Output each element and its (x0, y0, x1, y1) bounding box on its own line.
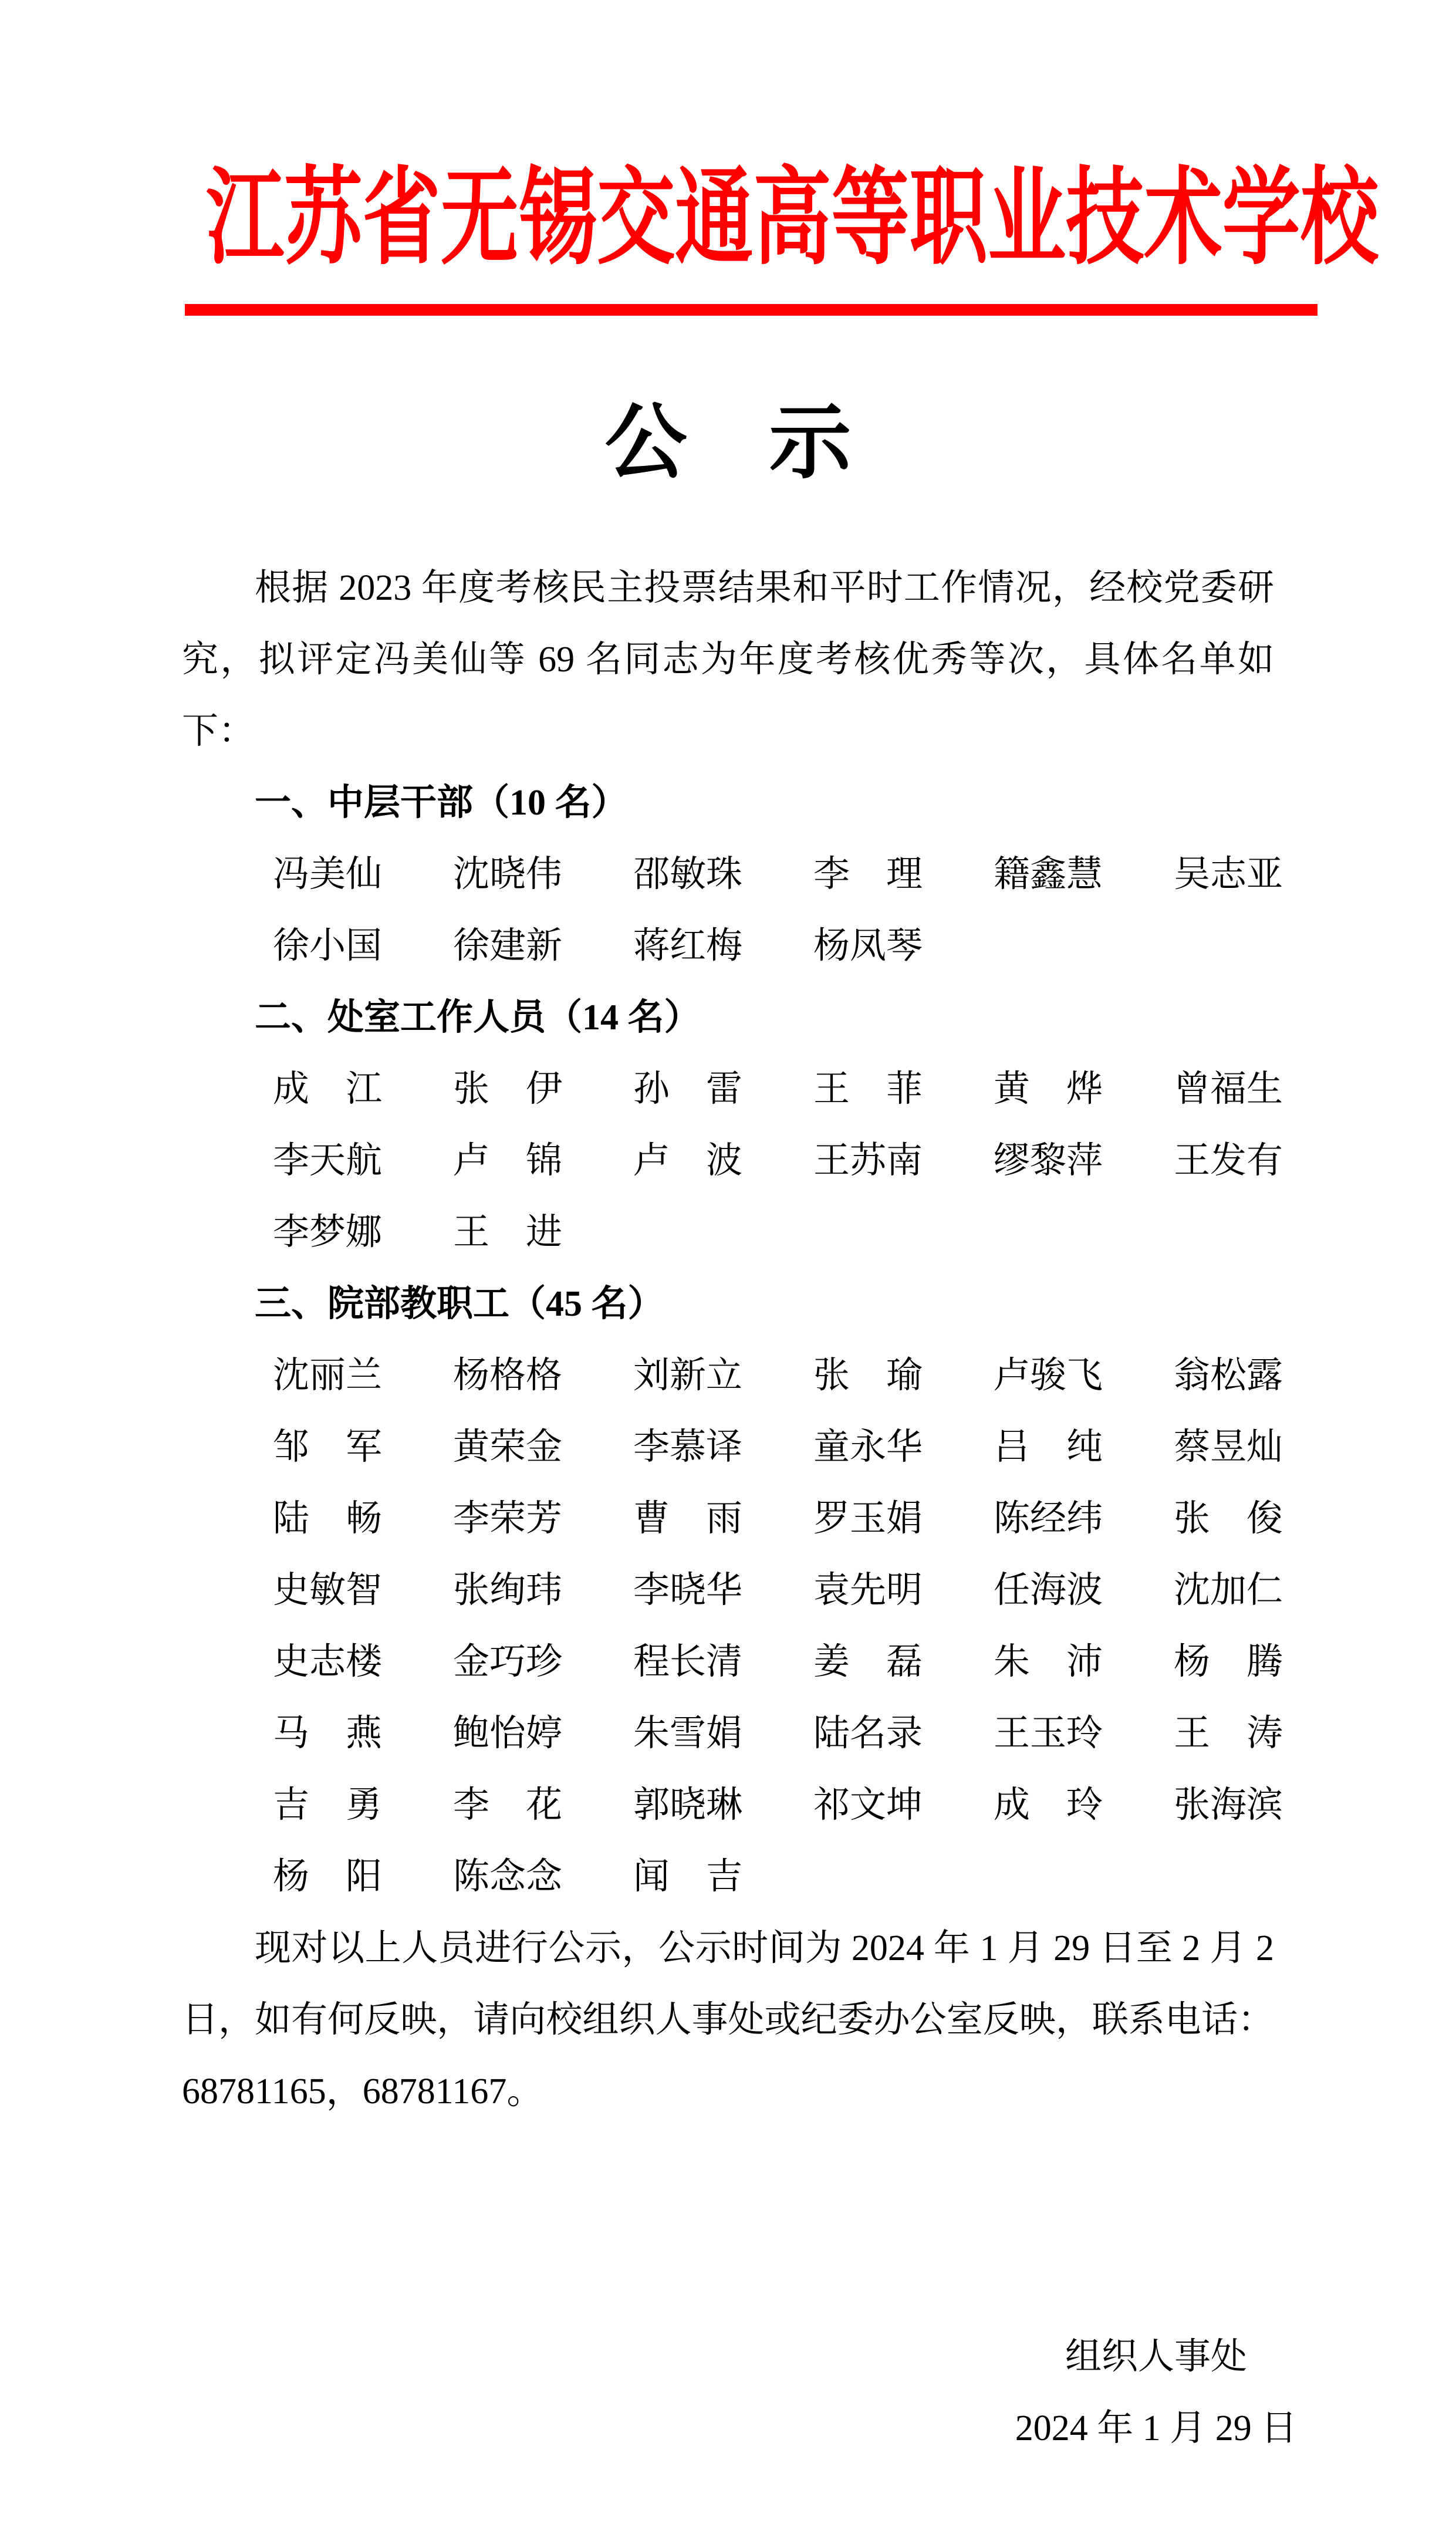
name-row (182, 1125, 1283, 1197)
person-name: 王 菲 (813, 1069, 923, 1109)
person-name: 童永华 (813, 1427, 923, 1467)
person-name: 吕 纯 (994, 1427, 1103, 1467)
person-name: 马 燕 (273, 1714, 383, 1753)
person-name: 郭晓琳 (633, 1785, 743, 1825)
footer-department: 组织人事处 (1065, 2337, 1247, 2377)
section-middle-level-cadres (182, 767, 1283, 982)
name-row (182, 1411, 1283, 1483)
intro-paragraph: 根据 2023 年度考核民主投票结果和平时工作情况，经校党委研究，拟评定冯美仙等 69 名同志为年度考核优秀等次，具体名单如下： (182, 568, 1274, 751)
person-name: 罗玉娟 (813, 1499, 923, 1539)
person-name: 黄荣金 (453, 1427, 563, 1467)
person-name: 张 瑜 (813, 1356, 923, 1396)
person-name: 沈晓伟 (453, 854, 563, 894)
person-name: 金巧珍 (453, 1642, 563, 1682)
person-name: 闻 吉 (633, 1857, 743, 1897)
person-name: 邵敏珠 (633, 854, 743, 894)
person-name: 卢骏飞 (994, 1356, 1103, 1396)
person-name: 王 进 (453, 1212, 563, 1252)
person-name: 冯美仙 (273, 854, 383, 894)
person-name: 史志楼 (273, 1642, 383, 1682)
name-row (182, 1841, 1274, 1913)
person-name: 王玉玲 (994, 1714, 1103, 1753)
section-heading: 一、中层干部（10 名） (255, 783, 628, 823)
person-name: 李晓华 (633, 1570, 743, 1610)
person-name: 徐小国 (273, 926, 383, 966)
person-name: 卢 锦 (453, 1141, 563, 1181)
person-name: 陈念念 (453, 1857, 563, 1897)
person-name: 孙 雷 (633, 1069, 743, 1109)
name-row (182, 1555, 1283, 1626)
person-name: 吉 勇 (273, 1785, 383, 1825)
person-name: 邹 军 (273, 1427, 383, 1467)
name-row (182, 1698, 1283, 1769)
person-name: 张 俊 (1174, 1499, 1283, 1539)
person-name: 沈丽兰 (273, 1356, 383, 1396)
signature-block (992, 2321, 1320, 2464)
section-office-staff (182, 982, 1283, 1268)
section-faculty-staff (182, 1268, 1283, 1913)
school-masthead-text: 江苏省无锡交通高等职业技术学校 (206, 160, 1379, 277)
person-name: 翁松露 (1174, 1356, 1283, 1396)
person-name: 刘新立 (633, 1356, 743, 1396)
footer-date: 2024 年 1 月 29 日 (1015, 2408, 1298, 2448)
person-name: 杨 阳 (273, 1857, 383, 1897)
closing-paragraph: 现对以上人员进行公示，公示时间为 2024 年 1 月 29 日至 2 月 2 日，如有何反映，请向校组织人事处或纪委办公室反映，联系电话：68781165，68781167。 (182, 1928, 1274, 2111)
name-row (182, 1626, 1283, 1698)
doc-body (182, 552, 1298, 2464)
name-row (182, 1483, 1283, 1555)
person-name: 王发有 (1174, 1141, 1283, 1181)
person-name: 祁文坤 (813, 1785, 923, 1825)
section-heading: 三、院部教职工（45 名） (255, 1284, 664, 1324)
person-name: 缪黎萍 (994, 1141, 1103, 1181)
person-name: 曾福生 (1174, 1069, 1283, 1109)
name-row (182, 1769, 1283, 1841)
person-name: 蒋红梅 (633, 926, 743, 966)
person-name: 王 涛 (1174, 1714, 1283, 1753)
person-name: 曹 雨 (633, 1499, 743, 1539)
person-name: 杨格格 (453, 1356, 563, 1396)
person-name: 姜 磊 (813, 1642, 923, 1682)
person-name: 卢 波 (633, 1141, 743, 1181)
person-name: 张海滨 (1174, 1785, 1283, 1825)
name-row (182, 839, 1283, 910)
person-name: 陈经纬 (994, 1499, 1103, 1539)
section-heading: 二、处室工作人员（14 名） (255, 998, 701, 1038)
person-name: 陆名录 (813, 1714, 923, 1753)
person-name: 徐建新 (453, 926, 563, 966)
person-name: 李 理 (813, 854, 923, 894)
person-name: 黄 烨 (994, 1069, 1103, 1109)
person-name: 张绚玮 (453, 1570, 563, 1610)
person-name: 李 花 (453, 1785, 563, 1825)
person-name: 程长清 (633, 1642, 743, 1682)
person-name: 袁先明 (813, 1570, 923, 1610)
person-name: 杨凤琴 (813, 926, 923, 966)
person-name: 朱雪娟 (633, 1714, 743, 1753)
person-name: 吴志亚 (1174, 854, 1283, 894)
person-name: 任海波 (994, 1570, 1103, 1610)
person-name: 李梦娜 (273, 1212, 383, 1252)
person-name: 鲍怡婷 (453, 1714, 563, 1753)
person-name: 王苏南 (813, 1141, 923, 1181)
person-name: 陆 畅 (273, 1499, 383, 1539)
person-name: 李天航 (273, 1141, 383, 1181)
name-row (182, 1053, 1283, 1125)
person-name: 成 玲 (994, 1785, 1103, 1825)
doc-title: 公 示 (604, 398, 852, 489)
person-name: 李荣芳 (453, 1499, 563, 1539)
person-name: 张 伊 (453, 1069, 563, 1109)
person-name: 杨 腾 (1174, 1642, 1283, 1682)
name-row (182, 910, 1274, 982)
person-name: 李慕译 (633, 1427, 743, 1467)
person-name: 沈加仁 (1174, 1570, 1283, 1610)
red-divider (185, 304, 1318, 316)
person-name: 史敏智 (273, 1570, 383, 1610)
person-name: 朱 沛 (994, 1642, 1103, 1682)
name-row (182, 1197, 1274, 1268)
person-name: 蔡昱灿 (1174, 1427, 1283, 1467)
name-row (182, 1340, 1283, 1411)
person-name: 成 江 (273, 1069, 383, 1109)
person-name: 籍鑫慧 (994, 854, 1103, 894)
school-masthead (0, 0, 1456, 288)
